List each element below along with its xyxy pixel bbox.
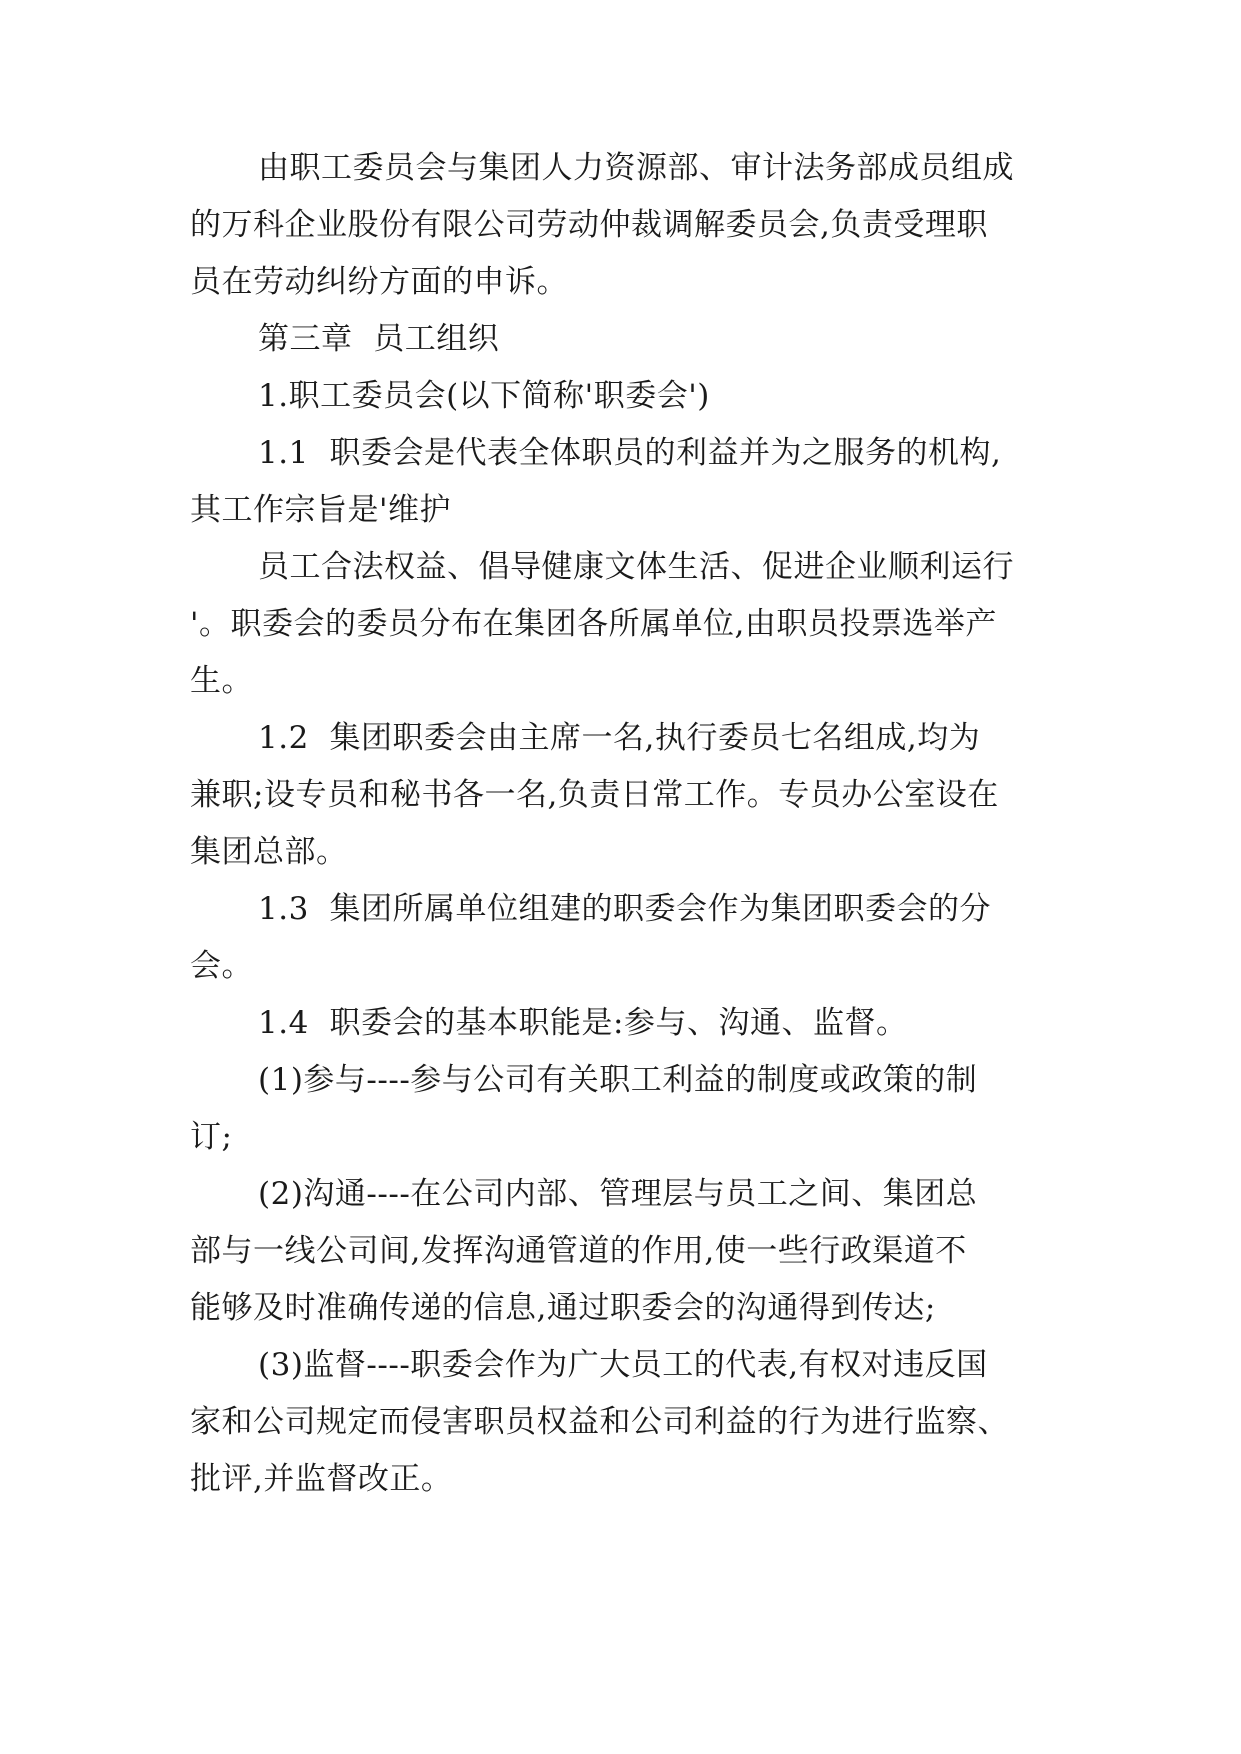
list-item-line: (2)沟通----在公司内部、管理层与员工之间、集团总 — [258, 1176, 978, 1212]
list-item-line: 能够及时准确传递的信息,通过职委会的沟通得到传达; — [190, 1290, 936, 1326]
paragraph-line: '。职委会的委员分布在集团各所属单位,由职员投票选举产 — [190, 606, 997, 642]
section-heading: 1.职工委员会(以下简称'职委会') — [258, 378, 710, 414]
paragraph-line: 集团总部。 — [190, 834, 348, 870]
paragraph-line: 由职工委员会与集团人力资源部、审计法务部成员组成 — [258, 150, 1014, 186]
paragraph-line: 1.2 集团职委会由主席一名,执行委员七名组成,均为 — [258, 720, 981, 756]
paragraph-line: 兼职;设专员和秘书各一名,负责日常工作。专员办公室设在 — [190, 777, 999, 813]
list-item-line: 订; — [190, 1119, 233, 1155]
paragraph-line: 1.1 职委会是代表全体职员的利益并为之服务的机构, — [258, 435, 1002, 471]
paragraph-line: 其工作宗旨是'维护 — [190, 492, 452, 528]
list-item-line: (1)参与----参与公司有关职工利益的制度或政策的制 — [258, 1062, 978, 1098]
paragraph-line: 1.4 职委会的基本职能是:参与、沟通、监督。 — [258, 1005, 908, 1041]
list-item-line: 部与一线公司间,发挥沟通管道的作用,使一些行政渠道不 — [190, 1233, 967, 1269]
paragraph-line: 员工合法权益、倡导健康文体生活、促进企业顺利运行 — [258, 549, 1014, 585]
list-item-line: 批评,并监督改正。 — [190, 1461, 453, 1497]
chapter-heading: 第三章 员工组织 — [258, 321, 500, 357]
paragraph-line: 的万科企业股份有限公司劳动仲裁调解委员会,负责受理职 — [190, 207, 988, 243]
paragraph-line: 生。 — [190, 663, 253, 699]
list-item-line: (3)监督----职委会作为广大员工的代表,有权对违反国 — [258, 1347, 988, 1383]
paragraph-line: 会。 — [190, 948, 253, 984]
paragraph-line: 1.3 集团所属单位组建的职委会作为集团职委会的分 — [258, 891, 992, 927]
list-item-line: 家和公司规定而侵害职员权益和公司利益的行为进行监察、 — [190, 1404, 1009, 1440]
paragraph-line: 员在劳动纠纷方面的申诉。 — [190, 264, 568, 300]
